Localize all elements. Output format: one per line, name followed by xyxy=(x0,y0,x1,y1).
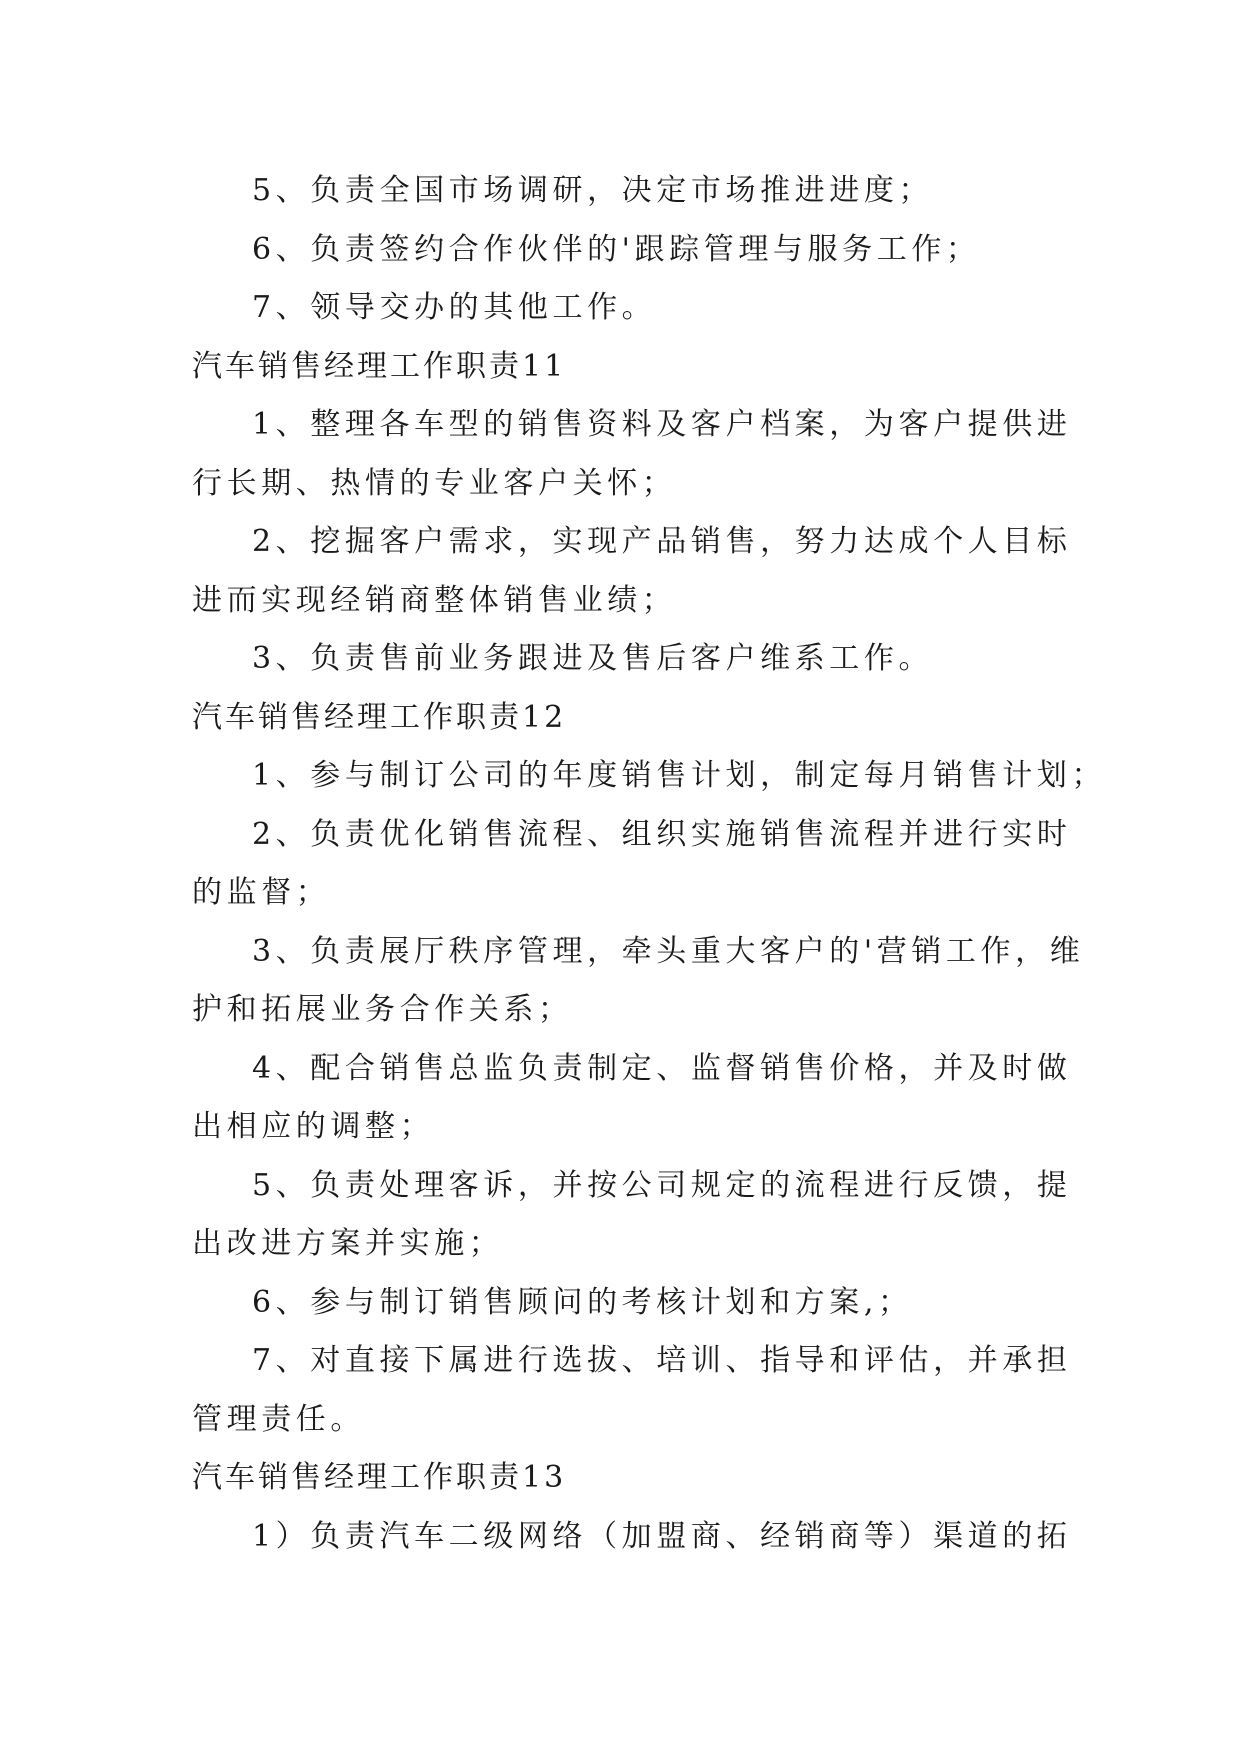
list-item: 5、负责处理客诉，并按公司规定的流程进行反馈，提 xyxy=(252,1167,1072,1203)
list-item: 5、负责全国市场调研，决定市场推进进度； xyxy=(252,173,934,208)
list-item-continuation: 的监督； xyxy=(192,875,331,910)
list-item: 2、挖掘客户需求，实现产品销售，努力达成个人目标 xyxy=(252,524,1072,559)
list-item: 3、负责售前业务跟进及售后客户维系工作。 xyxy=(252,641,934,676)
list-item: 6、负责签约合作伙伴的'跟踪管理与服务工作； xyxy=(252,231,981,267)
list-item: 1）负责汽车二级网络（加盟商、经销商等）渠道的拓 xyxy=(252,1518,1072,1554)
list-item-continuation: 进而实现经销商整体销售业绩； xyxy=(192,582,677,618)
list-item-continuation: 护和拓展业务合作关系； xyxy=(192,992,573,1027)
list-item: 4、配合销售总监负责制定、监督销售价格，并及时做 xyxy=(252,1050,1072,1086)
list-item: 7、领导交办的其他工作。 xyxy=(252,290,657,325)
list-item-continuation: 行长期、热情的专业客户关怀； xyxy=(192,465,677,501)
list-item: 3、负责展厅秩序管理，牵头重大客户的'营销工作，维 xyxy=(252,933,1085,969)
list-item-continuation: 出改进方案并实施； xyxy=(192,1226,504,1261)
list-item: 1、整理各车型的销售资料及客户档案，为客户提供进 xyxy=(252,407,1072,442)
list-item: 6、参与制订销售顾问的考核计划和方案,； xyxy=(252,1284,913,1320)
list-item-continuation: 管理责任。 xyxy=(192,1401,365,1437)
list-item: 2、负责优化销售流程、组织实施销售流程并进行实时 xyxy=(252,816,1072,852)
list-item: 1、参与制订公司的年度销售计划，制定每月销售计划； xyxy=(252,758,1107,793)
document-body xyxy=(192,162,1107,1566)
section-heading: 汽车销售经理工作职责11 xyxy=(192,348,567,384)
list-item-continuation: 出相应的调整； xyxy=(192,1109,435,1144)
section-heading: 汽车销售经理工作职责13 xyxy=(192,1460,567,1495)
list-item: 7、对直接下属进行选拔、培训、指导和评估，并承担 xyxy=(252,1343,1072,1378)
section-heading: 汽车销售经理工作职责12 xyxy=(192,699,567,735)
